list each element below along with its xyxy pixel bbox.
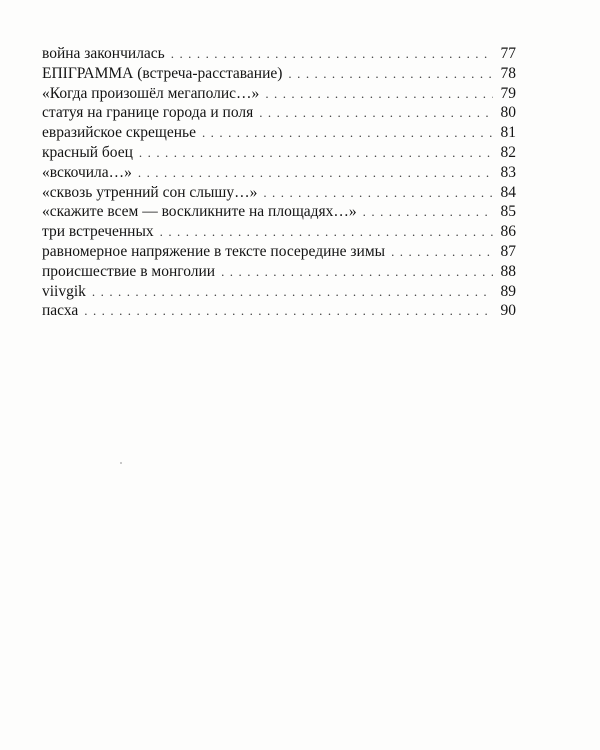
- dot-leader: [263, 183, 493, 203]
- dot-leader: [92, 282, 493, 302]
- toc-entry-page: 84: [500, 183, 516, 201]
- toc-entry: [42, 84, 516, 104]
- toc-entry: [42, 163, 516, 183]
- dot-leader: [221, 262, 493, 282]
- toc-entry-page: 82: [500, 143, 516, 161]
- toc-entry-page: 79: [500, 84, 516, 102]
- toc-entry-page: 78: [500, 64, 516, 82]
- toc-entry-title: ЕПIГРАММА (встреча-расставание): [42, 64, 283, 82]
- toc-entry: [42, 202, 516, 222]
- toc-entry-page: 81: [500, 124, 516, 142]
- toc-entry-title: «Когда произошёл мегаполис…»: [42, 84, 260, 102]
- toc-entry-title: «вскочила…»: [42, 163, 132, 181]
- toc-entry: [42, 282, 516, 302]
- toc-entry-page: 86: [500, 223, 516, 241]
- dot-leader: [363, 202, 493, 222]
- toc-entry-title: пасха: [42, 302, 79, 320]
- dot-leader: [84, 301, 493, 321]
- dot-leader: [265, 84, 493, 104]
- dot-leader: [259, 103, 493, 123]
- dot-leader: [171, 44, 493, 64]
- dot-leader: [288, 64, 493, 84]
- toc-entry-page: 89: [500, 282, 516, 300]
- toc-entry-page: 85: [500, 203, 516, 221]
- toc-entry-title: «сквозь утренний сон слышу…»: [42, 183, 258, 201]
- toc-entry: [42, 262, 516, 282]
- toc-entry: [42, 103, 516, 123]
- toc-entry-page: 77: [500, 45, 516, 62]
- paper-speck: [120, 462, 122, 464]
- toc-entry-title: «скажите всем — воскликните на площадях…»: [42, 203, 357, 221]
- toc-entry-title: равномерное напряжение в тексте посередине зимы: [42, 242, 386, 260]
- dot-leader: [139, 143, 493, 163]
- toc-entry-title: война закончилась: [42, 45, 165, 62]
- dot-leader: [391, 242, 493, 262]
- toc-entry-page: 88: [500, 262, 516, 280]
- toc-entry-page: 90: [500, 302, 516, 320]
- toc-entry-page: 83: [500, 163, 516, 181]
- toc-entry-title: происшествие в монголии: [42, 262, 216, 280]
- toc-entry-page: 87: [500, 242, 516, 260]
- toc-entry-title: статуя на границе города и поля: [42, 104, 254, 122]
- toc-entry-title: viivgik: [42, 282, 86, 300]
- toc-entry: [42, 123, 516, 143]
- toc-entry-title: красный боец: [42, 143, 133, 161]
- toc-entry: [42, 143, 516, 163]
- toc-entry: [42, 242, 516, 262]
- toc-entry: [42, 222, 516, 242]
- toc-entry: [42, 301, 516, 321]
- dot-leader: [160, 222, 493, 242]
- toc-entry: [42, 183, 516, 203]
- toc-entry: [42, 64, 516, 84]
- dot-leader: [202, 123, 493, 143]
- dot-leader: [138, 163, 493, 183]
- toc-entry-page: 80: [500, 104, 516, 122]
- toc-entry: [42, 44, 516, 64]
- table-of-contents: [42, 44, 516, 321]
- toc-entry-title: евразийское скрещенье: [42, 124, 196, 142]
- toc-entry-title: три встреченных: [42, 223, 154, 241]
